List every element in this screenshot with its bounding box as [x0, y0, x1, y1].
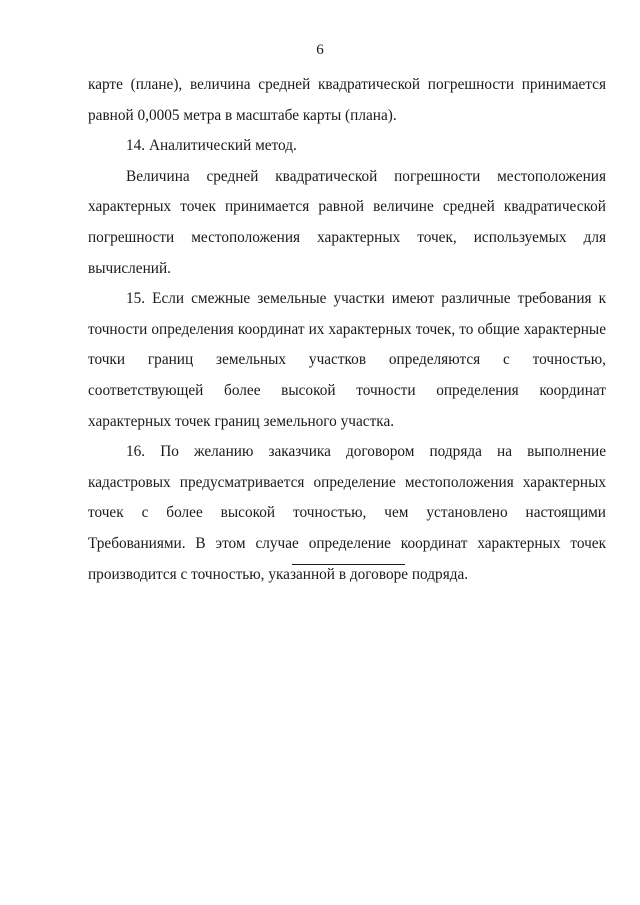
paragraph-continuation: карте (плане), величина средней квадратической погрешности принимается равной 0,0005 метра в масштабе карты (плана).	[88, 76, 606, 124]
end-of-text-rule	[292, 564, 405, 565]
page-number: 6	[316, 42, 324, 58]
paragraph-15: 15. Если смежные земельные участки имеют различные требования к точности определения координат их характерных точек, то общие характерные точки границ земельных участков определяются с точностью, соответствующей более высокой точности определения координат характерных точек границ земельного участка.	[88, 290, 606, 430]
paragraph-16: 16. По желанию заказчика договором подряда на выполнение кадастровых предусматривается определение местоположения характерных точек с более высокой точностью, чем установлено настоящими Требованиями. В этом случае определение координат характерных точек производится с точностью, указанной в договоре подряда.	[88, 443, 606, 583]
document-body	[88, 70, 606, 590]
paragraph-analytic-method: Величина средней квадратической погрешности местоположения характерных точек принимается равной величине средней квадратической погрешности местоположения характерных точек, используемых для вычислений.	[88, 167, 606, 277]
section-heading-analytic-method: 14. Аналитический метод.	[126, 137, 297, 155]
